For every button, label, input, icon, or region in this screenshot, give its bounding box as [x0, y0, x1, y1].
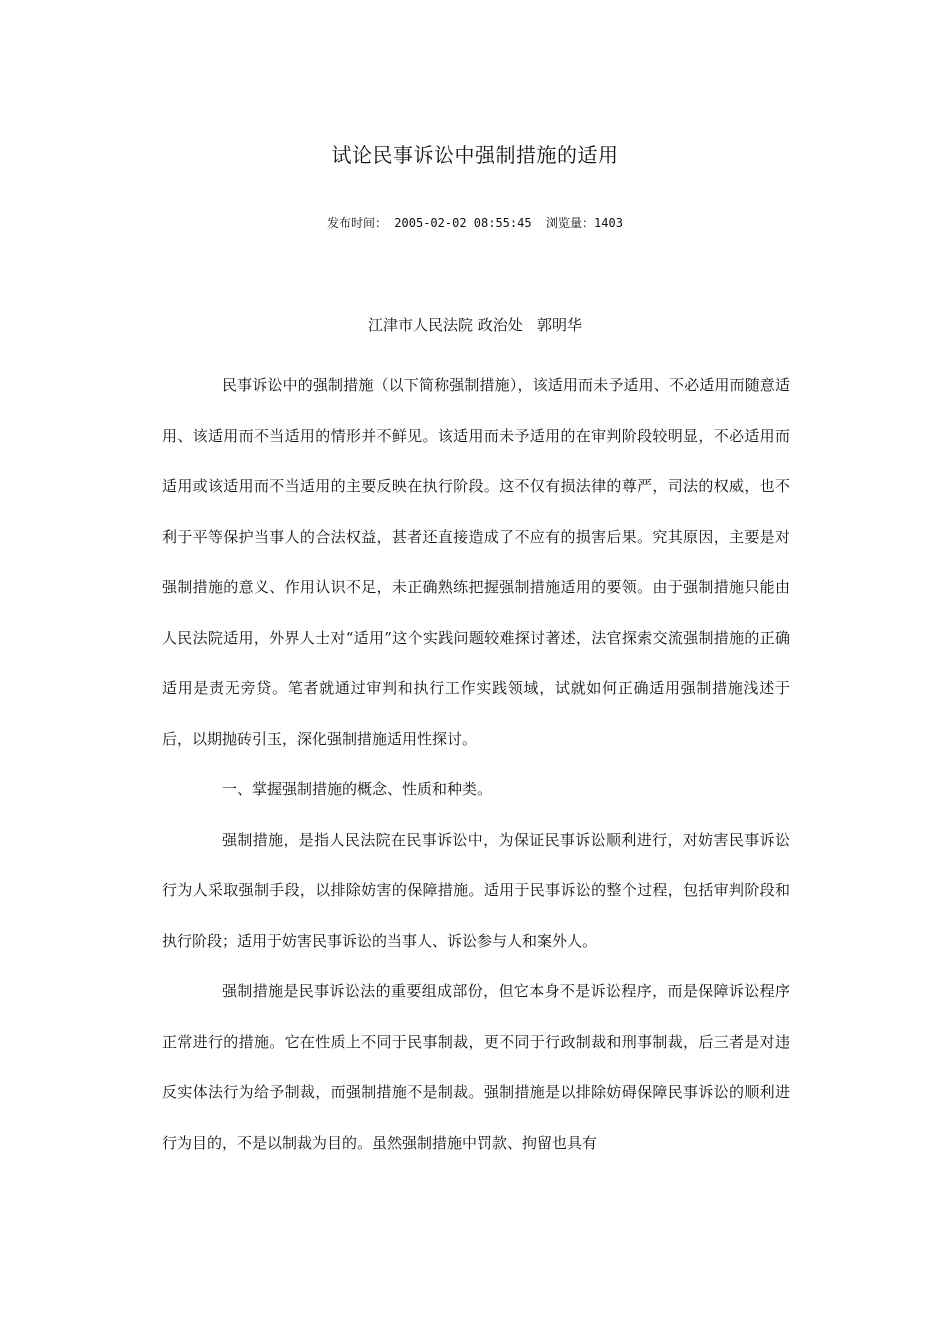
views-value: 1403 — [594, 216, 623, 230]
paragraph-definition: 强制措施，是指人民法院在民事诉讼中，为保证民事诉讼顺利进行，对妨害民事诉讼行为人采取强制手段，以排除妨害的保障措施。适用于民事诉讼的整个过程，包括审判阶段和执行阶段；适用于妨害民事诉讼的当事人、诉讼参与人和案外人。 — [162, 830, 790, 950]
section-heading-1: 一、掌握强制措施的概念、性质和种类。 — [222, 780, 493, 798]
published-label: 发布时间： — [327, 216, 388, 230]
author-org: 江津市人民法院 政治处 — [367, 316, 523, 334]
paragraph-nature: 强制措施是民事诉讼法的重要组成部份，但它本身不是诉讼程序，而是保障诉讼程序正常进行的措施。它在性质上不同于民事制裁，更不同于行政制裁和刑事制裁，后三者是对违反实体法行为给予制裁，而强制措施不是制裁。强制措施是以排除妨碍保障民事诉讼的顺利进行为目的，不是以制裁为目的。虽然强制措施中罚款、拘留也具有 — [162, 982, 790, 1152]
author-line — [0, 314, 950, 336]
document-body — [162, 360, 790, 1168]
paragraph-intro: 民事诉讼中的强制措施（以下简称强制措施），该适用而未予适用、不必适用而随意适用、该适用而不当适用的情形并不鲜见。该适用而未予适用的在审判阶段较明显，不必适用而适用或该适用而不当适用的主要反映在执行阶段。这不仅有损法律的尊严，司法的权威，也不利于平等保护当事人的合法权益，甚者还直接造成了不应有的损害后果。究其原因，主要是对强制措施的意义、作用认识不足，未正确熟练把握强制措施适用的要领。由于强制措施只能由人民法院适用，外界人士对“适用”这个实践问题较难探讨著述，法官探索交流强制措施的正确适用是责无旁贷。笔者就通过审判和执行工作实践领域，试就如何正确适用强制措施浅述于后，以期抛砖引玉，深化强制措施适用性探讨。 — [162, 376, 790, 748]
views-label: 浏览量： — [546, 216, 595, 230]
document-title: 试论民事诉讼中强制措施的适用 — [331, 143, 619, 167]
document-meta — [0, 214, 950, 232]
published-value: 2005-02-02 08:55:45 — [394, 216, 532, 230]
author-name: 郭明华 — [537, 316, 583, 334]
